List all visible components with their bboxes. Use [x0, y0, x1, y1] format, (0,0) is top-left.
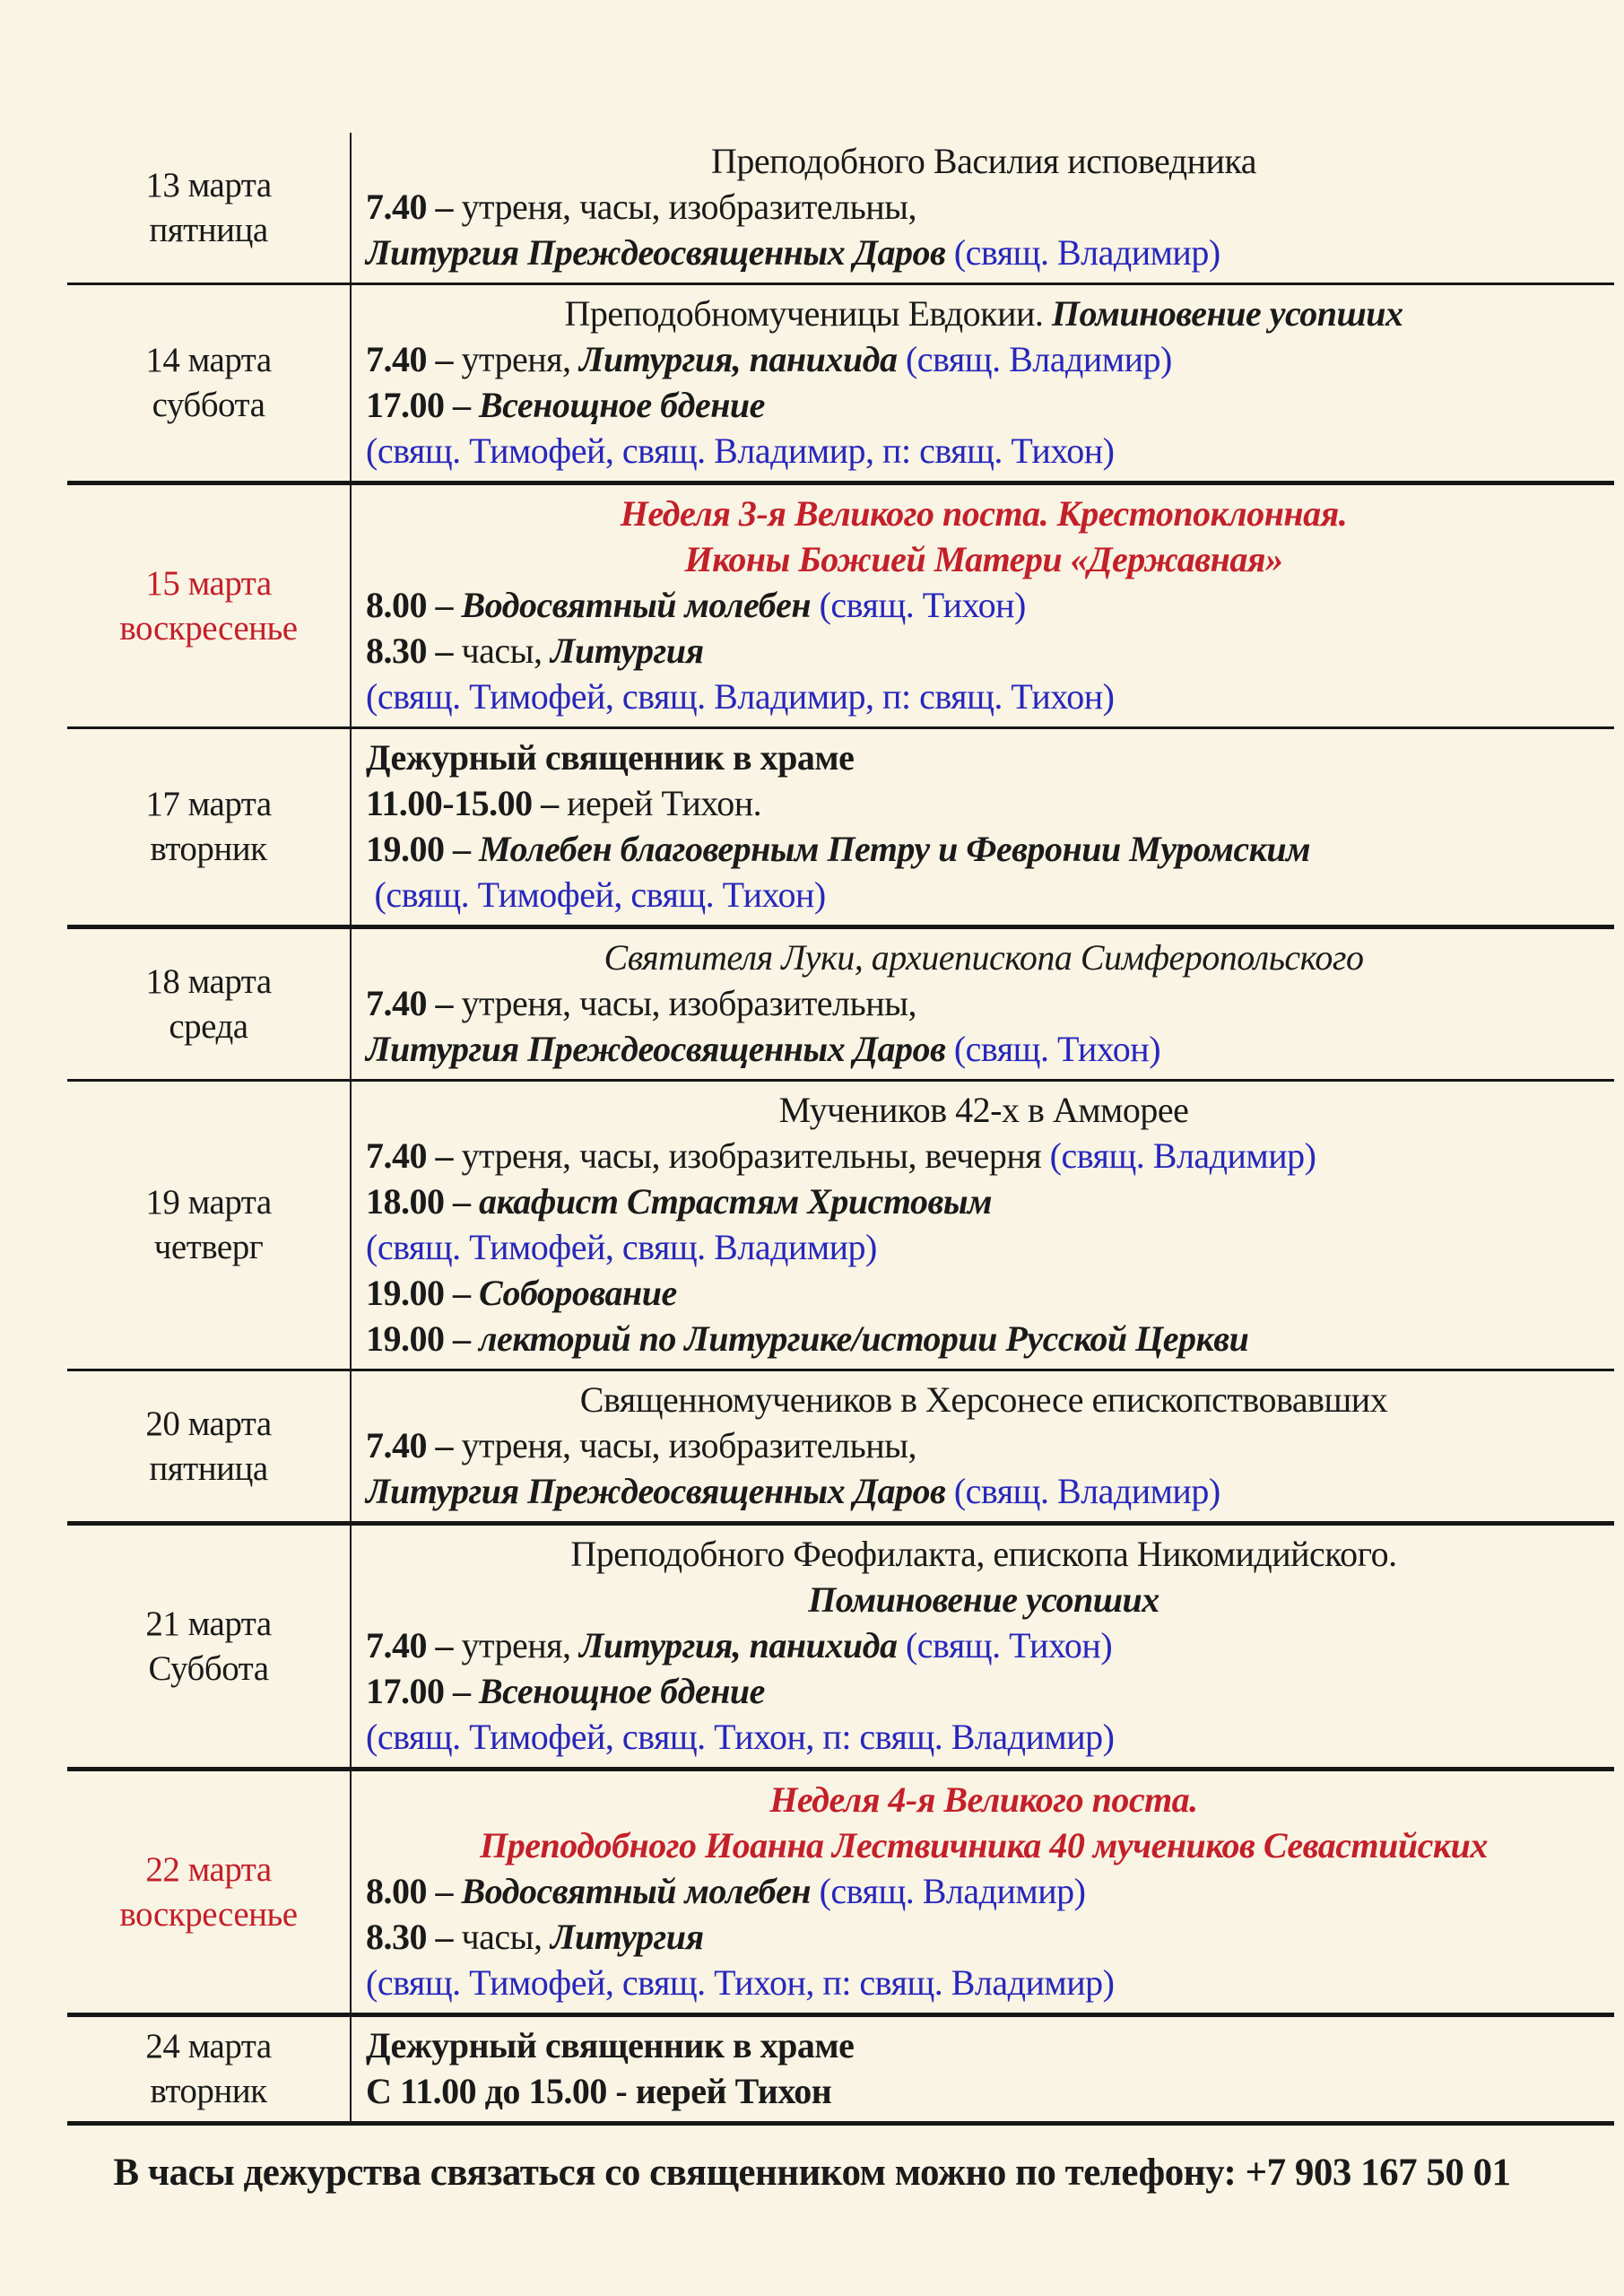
text-segment: 11.00-15.00 –	[366, 783, 568, 823]
service-line	[366, 291, 1602, 336]
date-cell	[67, 2017, 352, 2121]
row-weekday: воскресенье	[119, 608, 298, 648]
row-date: 21 марта	[145, 1604, 272, 1643]
service-line	[366, 780, 1602, 826]
text-segment: утреня, часы, изобразительны,	[461, 187, 917, 227]
date-cell	[67, 929, 352, 1079]
service-line	[366, 382, 1602, 428]
text-segment: утреня, часы, изобразительны,	[461, 1425, 917, 1465]
schedule-row	[67, 285, 1614, 485]
services-cell	[352, 929, 1614, 1079]
text-segment: Преподобного Феофилакта, епископа Никомидийского.	[570, 1534, 1397, 1574]
service-line	[366, 1316, 1602, 1361]
text-segment: Преподобного Иоанна Лествичника 40 мучеников Севастийских	[480, 1825, 1488, 1866]
text-segment: Дежурный священник в храме	[366, 2025, 855, 2066]
service-line	[366, 1087, 1602, 1133]
services-cell	[352, 1771, 1614, 2013]
text-segment: часы,	[461, 1917, 551, 1957]
date-cell	[67, 1526, 352, 1767]
text-segment: (свящ. Тихон)	[953, 1029, 1161, 1069]
text-segment: 8.30 –	[366, 631, 462, 671]
service-line	[366, 536, 1602, 582]
row-weekday: воскресенье	[119, 1894, 298, 1934]
service-line	[366, 674, 1602, 719]
text-segment: (свящ. Владимир)	[1049, 1135, 1316, 1176]
text-segment: 7.40 –	[366, 1135, 462, 1176]
services-cell	[352, 729, 1614, 925]
schedule-row	[67, 1771, 1614, 2017]
schedule-row	[67, 485, 1614, 729]
text-segment: 8.00 –	[366, 585, 462, 625]
text-segment: Святителя Луки, архиепископа Симферопольского	[604, 937, 1364, 978]
text-segment: 7.40 –	[366, 983, 462, 1023]
text-segment: утреня, часы, изобразительны,	[461, 983, 917, 1023]
text-segment: Литургия Преждеосвященных Даров	[366, 1471, 954, 1511]
text-segment: Преподобномученицы Евдокии.	[564, 293, 1052, 334]
row-weekday: суббота	[152, 386, 265, 424]
service-line	[366, 1133, 1602, 1178]
text-segment: (свящ. Тимофей, свящ. Тихон, п: свящ. Владимир)	[366, 1962, 1115, 2003]
service-line	[366, 1377, 1602, 1422]
service-line	[366, 428, 1602, 474]
text-segment: Литургия Преждеосвященных Даров	[366, 1029, 954, 1069]
text-segment: 7.40 –	[366, 339, 462, 379]
text-segment: Преподобного Василия исповедника	[711, 141, 1256, 181]
text-segment: Соборование	[479, 1273, 677, 1313]
text-segment: (свящ. Владимир)	[953, 1471, 1220, 1511]
text-segment: Литургия	[551, 631, 704, 671]
text-segment: (свящ. Тимофей, свящ. Тихон)	[366, 874, 826, 915]
text-segment: Всенощное бдение	[479, 385, 765, 425]
text-segment: 19.00 –	[366, 1318, 479, 1359]
text-segment: (свящ. Владимир)	[905, 339, 1172, 379]
row-weekday: пятница	[149, 1448, 268, 1488]
services-cell	[352, 1371, 1614, 1521]
text-segment: утреня,	[461, 339, 580, 379]
services-cell	[352, 1526, 1614, 1767]
text-segment: 17.00 –	[366, 385, 479, 425]
row-weekday: четверг	[153, 1228, 264, 1266]
services-cell	[352, 2017, 1614, 2121]
text-segment: 7.40 –	[366, 1425, 462, 1465]
text-segment: 19.00 –	[366, 1273, 479, 1313]
row-date: 20 марта	[145, 1404, 272, 1443]
text-segment: акафист Страстям Христовым	[479, 1181, 993, 1222]
service-line	[366, 2022, 1602, 2068]
text-segment: (свящ. Тимофей, свящ. Владимир, п: свящ. Тихон)	[366, 430, 1115, 471]
text-segment: (свящ. Тихон)	[819, 585, 1026, 625]
service-line	[366, 735, 1602, 780]
services-cell	[352, 1082, 1614, 1369]
text-segment: (свящ. Тимофей, свящ. Владимир, п: свящ. Тихон)	[366, 676, 1115, 717]
schedule-row	[67, 1371, 1614, 1526]
schedule-row	[67, 133, 1614, 285]
date-cell	[67, 1371, 352, 1521]
service-line	[366, 980, 1602, 1026]
service-line	[366, 935, 1602, 980]
service-line	[366, 872, 1602, 918]
text-segment: Литургия, панихида	[579, 1625, 906, 1665]
text-segment: (свящ. Тимофей, свящ. Владимир)	[366, 1227, 877, 1267]
row-date: 17 марта	[145, 785, 272, 823]
service-line	[366, 1026, 1602, 1072]
row-date: 15 марта	[145, 563, 272, 603]
text-segment: утреня,	[461, 1625, 580, 1665]
text-segment: лекторий по Литургике/истории Русской Церкви	[479, 1318, 1249, 1359]
service-line	[366, 1822, 1602, 1868]
text-segment: Водосвятный молебен	[461, 1871, 820, 1911]
service-line	[366, 1270, 1602, 1316]
service-line	[366, 2068, 1602, 2114]
text-segment: Литургия	[551, 1917, 704, 1957]
service-line	[366, 491, 1602, 536]
text-segment: 8.00 –	[366, 1871, 462, 1911]
text-segment: Молебен благоверным Петру и Февронии Муромским	[479, 829, 1311, 869]
service-line	[366, 1868, 1602, 1914]
text-segment: Литургия, панихида	[579, 339, 906, 379]
services-cell	[352, 133, 1614, 283]
text-segment: Водосвятный молебен	[461, 585, 820, 625]
text-segment: 7.40 –	[366, 187, 462, 227]
service-line	[366, 1960, 1602, 2005]
schedule-row	[67, 729, 1614, 929]
service-line	[366, 1668, 1602, 1714]
row-date: 13 марта	[145, 165, 272, 204]
schedule-row	[67, 1082, 1614, 1371]
text-segment: утреня, часы, изобразительны, вечерня	[461, 1135, 1050, 1176]
row-weekday: Суббота	[148, 1648, 269, 1688]
service-line	[366, 582, 1602, 628]
service-line	[366, 826, 1602, 872]
service-line	[366, 1777, 1602, 1822]
text-segment: Неделя 3-я Великого поста. Крестопоклонная.	[620, 493, 1348, 534]
text-segment: (свящ. Владимир)	[819, 1871, 1086, 1911]
text-segment: 17.00 –	[366, 1671, 479, 1711]
service-line	[366, 230, 1602, 275]
date-cell	[67, 485, 352, 726]
service-line	[366, 1468, 1602, 1514]
service-line	[366, 184, 1602, 230]
schedule-row	[67, 2017, 1614, 2126]
text-segment: 19.00 –	[366, 829, 479, 869]
service-line	[366, 628, 1602, 674]
row-date: 18 марта	[145, 961, 272, 1001]
schedule-row	[67, 1526, 1614, 1771]
text-segment: Литургия Преждеосвященных Даров	[366, 232, 954, 273]
service-line	[366, 1531, 1602, 1577]
text-segment: Священномучеников в Херсонесе епископствовавших	[579, 1379, 1388, 1420]
text-segment: Дежурный священник в храме	[366, 737, 855, 778]
service-schedule-table	[67, 133, 1614, 2126]
schedule-row	[67, 929, 1614, 1082]
text-segment: (свящ. Тимофей, свящ. Тихон, п: свящ. Владимир)	[366, 1717, 1115, 1757]
text-segment: 18.00 –	[366, 1181, 479, 1222]
text-segment: 7.40 –	[366, 1625, 462, 1665]
date-cell	[67, 1771, 352, 2013]
text-segment: 8.30 –	[366, 1917, 462, 1957]
service-line	[366, 1714, 1602, 1760]
text-segment: Мучеников 42-х в Амморее	[778, 1090, 1189, 1130]
text-segment: Всенощное бдение	[479, 1671, 765, 1711]
duty-phone-note: В часы дежурства связаться со священником можно по телефону: +7 903 167 50 01	[113, 2152, 1511, 2194]
row-date: 22 марта	[145, 1849, 272, 1889]
row-weekday: вторник	[150, 2072, 267, 2110]
text-segment: (свящ. Тихон)	[905, 1625, 1113, 1665]
date-cell	[67, 133, 352, 283]
text-segment: часы,	[461, 631, 551, 671]
row-date: 24 марта	[145, 2027, 272, 2066]
text-segment: Неделя 4-я Великого поста.	[769, 1779, 1198, 1820]
service-line	[366, 1224, 1602, 1270]
service-line	[366, 1178, 1602, 1224]
date-cell	[67, 729, 352, 925]
services-cell	[352, 485, 1614, 726]
row-weekday: среда	[169, 1006, 248, 1046]
text-segment: Иконы Божией Матери «Державная»	[684, 539, 1283, 579]
text-segment: иерей Тихон.	[567, 783, 762, 823]
text-segment: Поминовение усопших	[808, 1579, 1159, 1620]
text-segment: Поминовение усопших	[1051, 293, 1403, 334]
row-date: 19 марта	[145, 1183, 272, 1222]
service-line	[366, 1914, 1602, 1960]
text-segment: (свящ. Владимир)	[953, 232, 1220, 273]
row-date: 14 марта	[145, 341, 272, 379]
service-line	[366, 1622, 1602, 1668]
row-weekday: вторник	[150, 830, 267, 868]
service-line	[366, 1577, 1602, 1622]
row-weekday: пятница	[149, 210, 268, 249]
text-segment: С 11.00 до 15.00 - иерей Тихон	[366, 2071, 832, 2111]
service-line	[366, 336, 1602, 382]
service-line	[366, 1422, 1602, 1468]
date-cell	[67, 285, 352, 481]
service-line	[366, 138, 1602, 184]
services-cell	[352, 285, 1614, 481]
date-cell	[67, 1082, 352, 1369]
